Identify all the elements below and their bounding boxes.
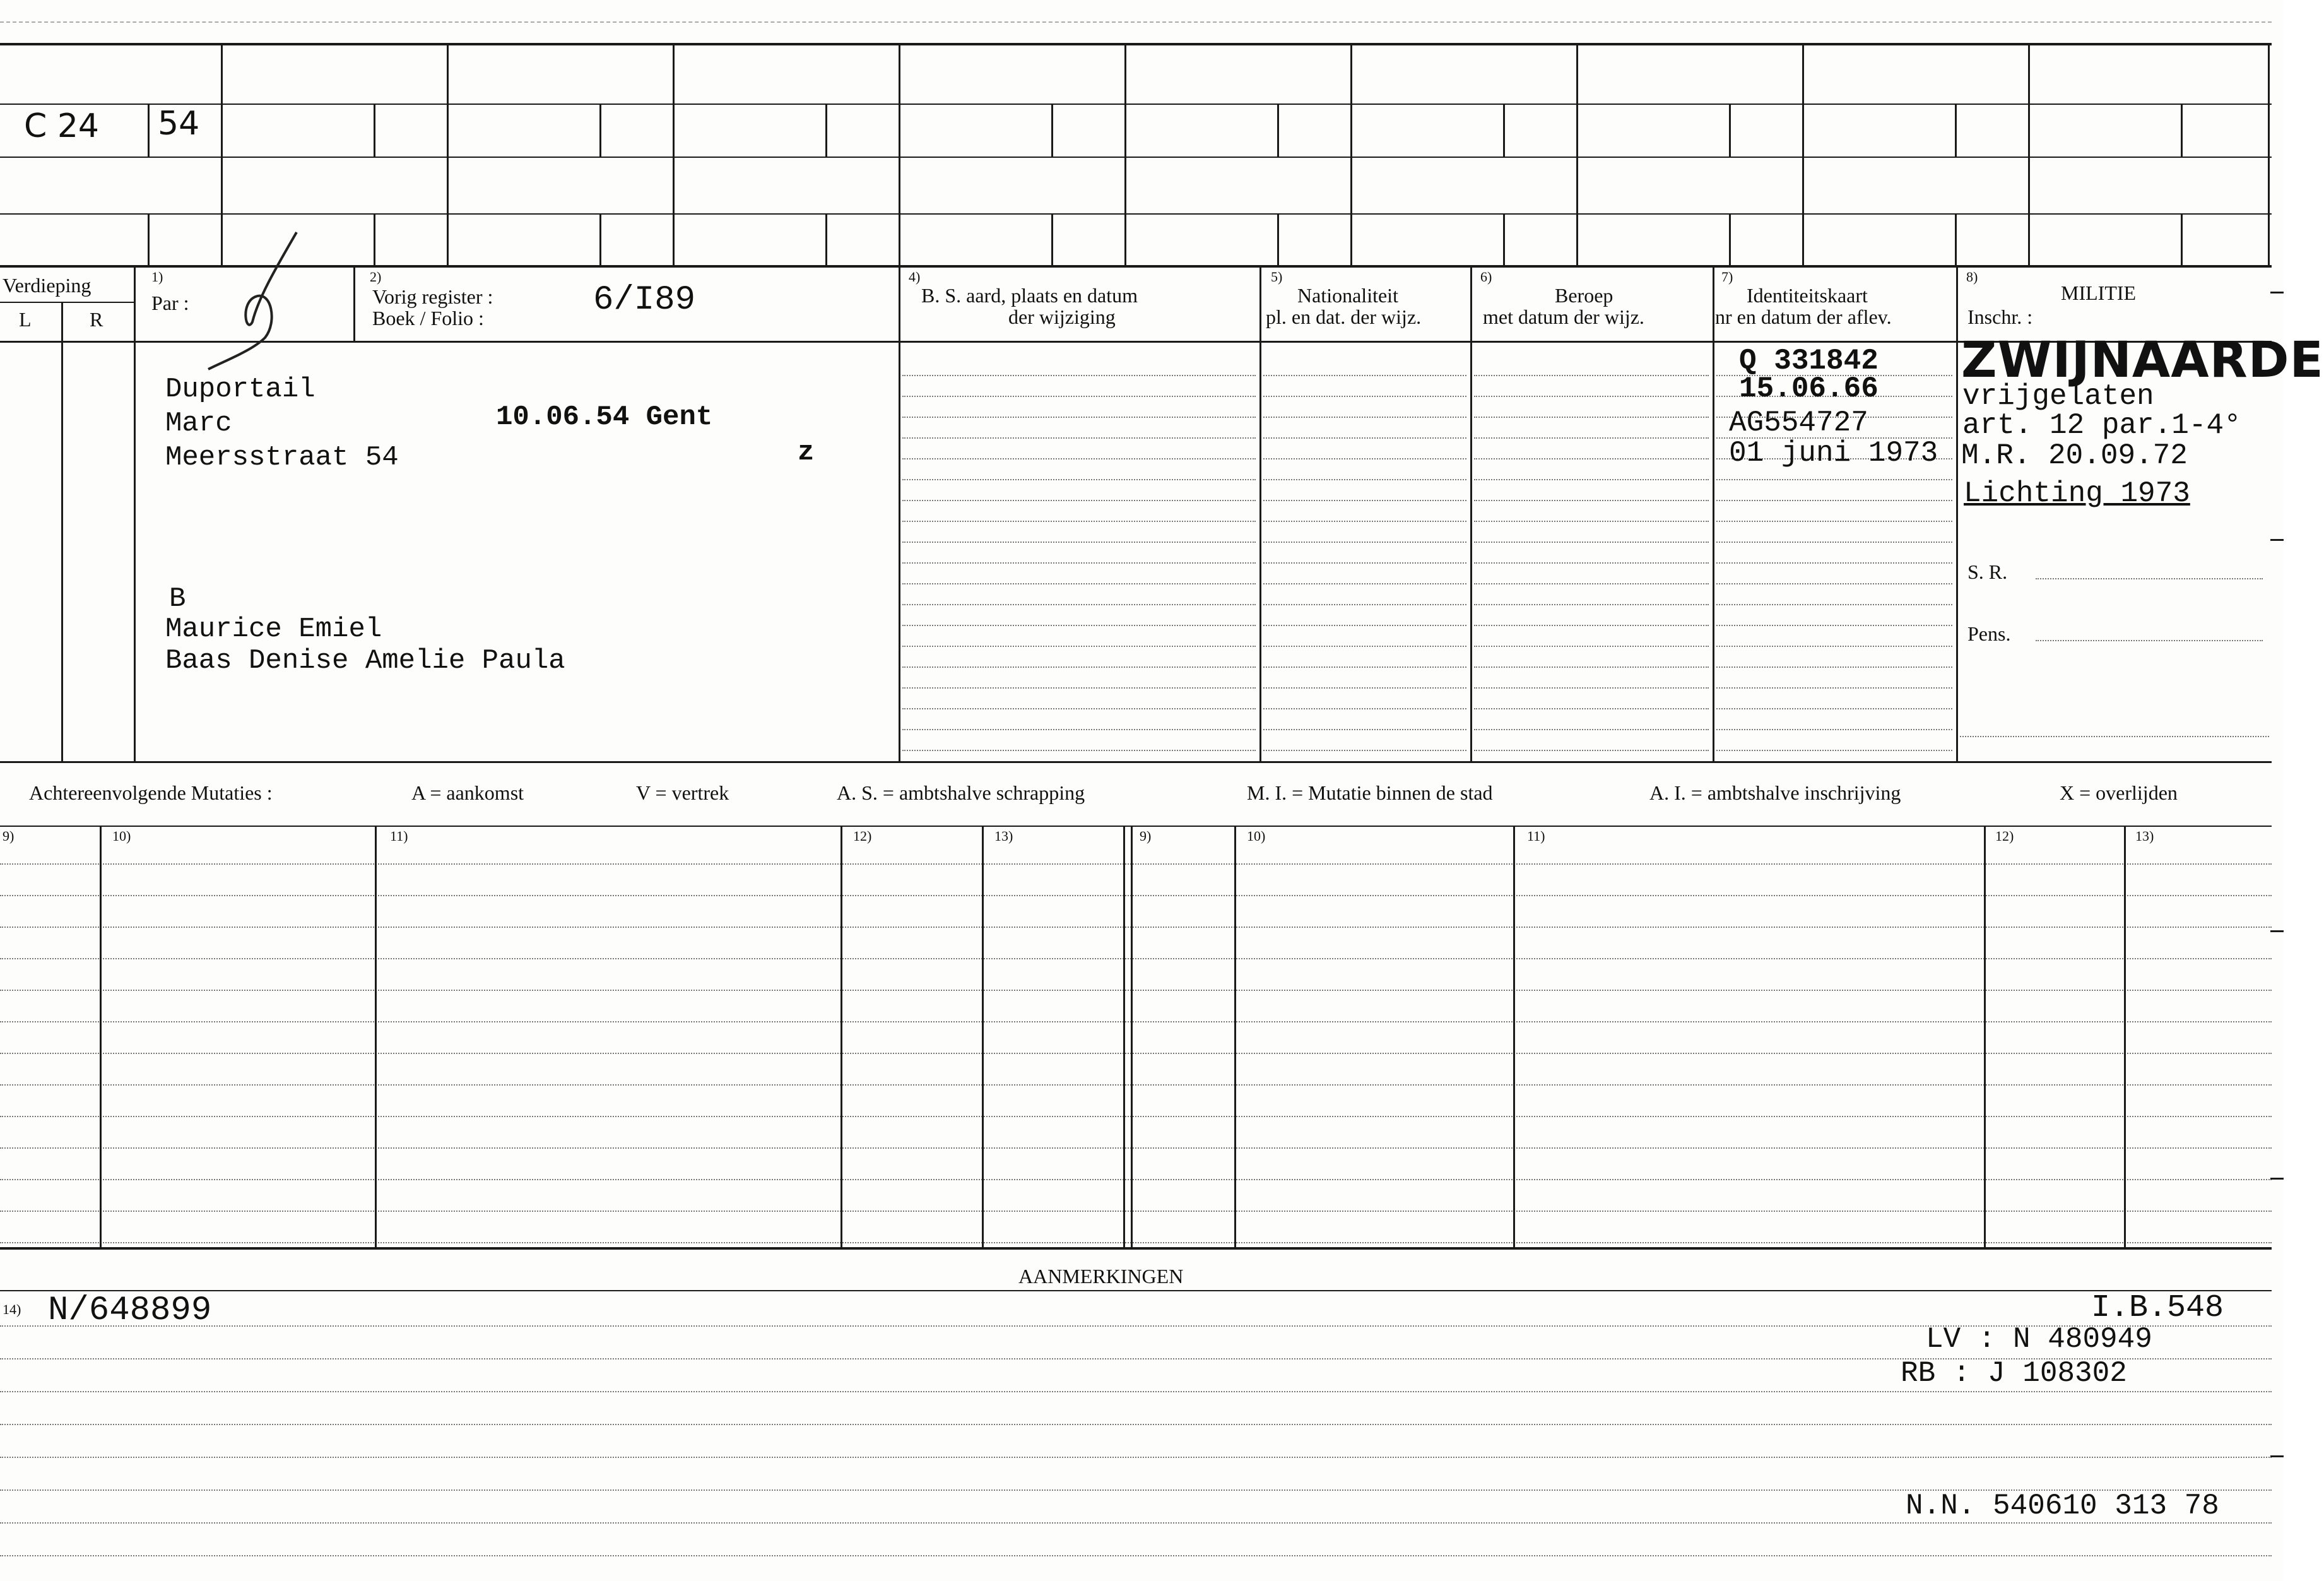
edge-tick	[2270, 539, 2284, 541]
militie-entry-4: Lichting 1973	[1964, 477, 2190, 510]
grid-divider	[1802, 44, 1804, 266]
ruled-line	[1474, 604, 1709, 605]
grid-subdivider	[2181, 213, 2183, 266]
grid-subdivider	[1051, 213, 1053, 266]
verdieping-left: L	[19, 308, 32, 331]
ruled-line	[902, 417, 1256, 418]
edge-tick	[2270, 292, 2284, 293]
mutation-col-9: 9)	[3, 828, 15, 844]
ruled-line	[1716, 666, 1952, 668]
ruled-line	[1263, 708, 1466, 709]
mutation-col-10: 10)	[112, 828, 131, 844]
mutation-col-divider	[2124, 826, 2126, 1248]
year-cell-value: 54	[158, 105, 200, 143]
militie-entry-1: vrijgelaten	[1962, 380, 2154, 413]
mutation-col-12b: 12)	[1995, 828, 2014, 844]
ruled-line	[1263, 500, 1466, 501]
ruled-line	[902, 562, 1256, 564]
lr-divider	[61, 302, 63, 762]
remarks-nn: N.N. 540610 313 78	[1906, 1489, 2219, 1522]
grid-subdivider	[1051, 104, 1053, 157]
ruled-line	[902, 729, 1256, 730]
ruled-line	[1474, 396, 1709, 397]
ruled-line	[0, 863, 2272, 865]
id-card-date-1: 15.06.66	[1739, 372, 1879, 405]
legend-item-mutatie: M. I. = Mutatie binnen de stad	[1247, 781, 1493, 804]
signature-mark	[202, 227, 328, 372]
grid-subdivider	[599, 213, 601, 266]
grid-line	[0, 213, 2272, 215]
grid-divider	[1350, 44, 1352, 266]
section1-label: Par :	[151, 292, 189, 314]
col-divider	[353, 268, 355, 341]
ruled-line	[1716, 729, 1952, 730]
ruled-line	[1474, 500, 1709, 501]
father-name: Maurice Emiel	[165, 613, 382, 645]
col-divider	[134, 268, 136, 762]
person-firstname: Marc	[165, 408, 232, 439]
col-divider	[1956, 268, 1958, 762]
edge-tick	[2270, 1455, 2284, 1457]
militie-entry-2: art. 12 par.1-4°	[1962, 409, 2241, 442]
top-scan-edge	[0, 21, 2272, 23]
militie-stamp: ZWIJNAARDE	[1961, 332, 2324, 389]
grid-subdivider	[148, 104, 150, 157]
remarks-ref: I.B.548	[2091, 1290, 2224, 1326]
verdieping-label: Verdieping	[3, 274, 91, 297]
ruled-line	[902, 521, 1256, 522]
ruled-line	[902, 479, 1256, 480]
section7-line1: Identiteitskaart	[1747, 284, 1868, 307]
ruled-line	[0, 1211, 2272, 1212]
grid-divider	[2268, 44, 2270, 266]
ruled-line	[1474, 562, 1709, 564]
remarks-num: 14)	[3, 1301, 21, 1317]
ruled-line	[0, 990, 2272, 991]
ruled-line	[0, 1084, 2272, 1086]
grid-line	[0, 265, 2272, 268]
vorig-register-value: 6/I89	[593, 281, 696, 319]
mutation-col-13: 13)	[994, 828, 1013, 844]
ruled-line	[902, 542, 1256, 543]
section4-line1: B. S. aard, plaats en datum	[921, 284, 1138, 307]
legend-item-vertrek: V = vertrek	[636, 781, 729, 804]
ruled-line	[902, 750, 1256, 751]
mutation-col-divider	[982, 826, 984, 1248]
section5-num: 5)	[1271, 269, 1283, 285]
ruled-line	[1263, 417, 1466, 418]
mutation-col-12: 12)	[853, 828, 872, 844]
mutation-col-13b: 13)	[2135, 828, 2154, 844]
grid-subdivider	[1503, 213, 1505, 266]
grid-subdivider	[1503, 104, 1505, 157]
ruled-line	[902, 625, 1256, 626]
grid-divider	[1576, 44, 1578, 266]
ruled-line	[0, 1424, 2272, 1425]
ruled-line	[902, 687, 1256, 689]
ruled-line	[0, 927, 2272, 928]
ruled-line	[0, 1179, 2272, 1180]
mutation-col-10b: 10)	[1247, 828, 1266, 844]
ruled-line	[1716, 646, 1952, 647]
mutation-col-divider	[841, 826, 842, 1248]
grid-line	[0, 157, 2272, 158]
edge-tick	[2270, 1178, 2284, 1180]
ruled-line	[1716, 687, 1952, 689]
pens-label: Pens.	[1967, 622, 2011, 645]
col-divider	[1713, 268, 1714, 762]
ruled-line	[0, 958, 2272, 959]
remarks-rb: RB : J 108302	[1901, 1357, 2127, 1390]
sr-field	[2036, 578, 2263, 579]
ruled-line	[0, 1053, 2272, 1054]
ruled-line	[1263, 750, 1466, 751]
ruled-line	[1474, 687, 1709, 689]
ruled-line	[1263, 458, 1466, 459]
section5-line2: pl. en dat. der wijz.	[1266, 305, 1422, 328]
ruled-line	[1263, 521, 1466, 522]
ruled-line	[902, 666, 1256, 668]
mother-name: Baas Denise Amelie Paula	[165, 645, 565, 677]
mutation-col-11: 11)	[390, 828, 408, 844]
section4-num: 4)	[909, 269, 921, 285]
ruled-line	[0, 1391, 2272, 1392]
militie-entry-3: M.R. 20.09.72	[1961, 439, 2188, 472]
ruled-line	[1474, 458, 1709, 459]
ruled-line	[1716, 604, 1952, 605]
mutation-col-divider	[1234, 826, 1236, 1248]
ruled-line	[902, 500, 1256, 501]
ruled-line	[1263, 396, 1466, 397]
id-card-number-2: AG554727	[1729, 406, 1868, 439]
ruled-line	[1263, 479, 1466, 480]
section2-label1: Vorig register :	[372, 285, 493, 308]
section1-num: 1)	[151, 269, 163, 285]
remarks-value: N/648899	[48, 1291, 212, 1330]
ruled-line	[0, 1147, 2272, 1149]
grid-divider	[2028, 44, 2030, 266]
grid-subdivider	[1955, 213, 1957, 266]
mutation-col-divider	[1513, 826, 1515, 1248]
pens-field	[2036, 640, 2263, 641]
inschr-label: Inschr. :	[1967, 305, 2033, 328]
ruled-line	[1474, 437, 1709, 439]
ruled-line	[1474, 375, 1709, 376]
parents-prefix: B	[169, 583, 186, 615]
grid-subdivider	[374, 213, 375, 266]
code-cell-value: C 24	[24, 107, 100, 145]
grid-subdivider	[825, 213, 827, 266]
grid-divider	[673, 44, 675, 266]
legend-item-schrapping: A. S. = ambtshalve schrapping	[837, 781, 1085, 804]
verdieping-right: R	[90, 308, 103, 331]
mutation-col-9b: 9)	[1140, 828, 1152, 844]
grid-subdivider	[374, 104, 375, 157]
mutation-col-divider	[1123, 826, 1125, 1248]
ruled-line	[1263, 562, 1466, 564]
mutation-col-divider	[375, 826, 377, 1248]
mutation-col-divider	[1131, 826, 1133, 1248]
grid-subdivider	[148, 213, 150, 266]
ruled-line	[1474, 625, 1709, 626]
ruled-line	[1474, 708, 1709, 709]
legend-item-aankomst: A = aankomst	[411, 781, 524, 804]
ruled-line	[1716, 500, 1952, 501]
ruled-line	[1474, 542, 1709, 543]
ruled-line	[1716, 708, 1952, 709]
ruled-line	[1716, 625, 1952, 626]
person-mark: z	[798, 437, 815, 468]
person-birth: 10.06.54 Gent	[496, 401, 713, 433]
ruled-line	[1716, 562, 1952, 564]
header-bottom-line	[0, 341, 2272, 343]
edge-tick	[2270, 930, 2284, 932]
grid-subdivider	[2181, 104, 2183, 157]
ruled-line	[0, 1116, 2272, 1117]
grid-line	[0, 104, 2272, 105]
remarks-top-line	[0, 1290, 2272, 1291]
ruled-line	[1474, 417, 1709, 418]
section8-num: 8)	[1966, 269, 1978, 285]
section4-line2: der wijziging	[1008, 305, 1116, 328]
section7-num: 7)	[1721, 269, 1733, 285]
col-divider	[1470, 268, 1472, 762]
mutations-bottom-line	[0, 1247, 2272, 1250]
ruled-line	[902, 437, 1256, 439]
ruled-line	[902, 458, 1256, 459]
grid-divider	[447, 44, 449, 266]
remarks-lv: LV : N 480949	[1926, 1323, 2152, 1356]
ruled-line	[902, 396, 1256, 397]
grid-subdivider	[1277, 213, 1279, 266]
grid-divider	[899, 44, 900, 266]
grid-subdivider	[1729, 104, 1731, 157]
ruled-line	[902, 583, 1256, 584]
mutations-top-line	[0, 826, 2272, 827]
ruled-line	[1716, 479, 1952, 480]
grid-divider	[1124, 44, 1126, 266]
ruled-line	[902, 604, 1256, 605]
ruled-line	[1474, 750, 1709, 751]
ruled-line	[0, 1555, 2272, 1556]
ruled-line	[1263, 437, 1466, 439]
ruled-line	[902, 375, 1256, 376]
ruled-line	[1263, 666, 1466, 668]
grid-subdivider	[599, 104, 601, 157]
ruled-line	[1263, 604, 1466, 605]
mutation-col-11b: 11)	[1527, 828, 1545, 844]
ruled-line	[1716, 750, 1952, 751]
section5-line1: Nationaliteit	[1297, 284, 1398, 307]
section6-line2: met datum der wijz.	[1483, 305, 1644, 328]
id-card-date-2: 01 juni 1973	[1729, 437, 1938, 470]
section7-line2: nr en datum der aflev.	[1715, 305, 1892, 328]
id-card-number-1: Q 331842	[1739, 345, 1879, 377]
ruled-line	[1263, 542, 1466, 543]
ruled-line	[1716, 542, 1952, 543]
ruled-line	[1263, 646, 1466, 647]
person-address: Meersstraat 54	[165, 442, 399, 473]
ruled-line	[1474, 583, 1709, 584]
ruled-line	[1716, 521, 1952, 522]
ruled-line	[1960, 736, 2269, 737]
person-surname: Duportail	[165, 374, 316, 405]
section2-num: 2)	[370, 269, 382, 285]
section6-line1: Beroep	[1555, 284, 1613, 307]
verdieping-split-line	[0, 302, 136, 303]
ruled-line	[0, 1021, 2272, 1022]
ruled-line	[1263, 625, 1466, 626]
ruled-line	[1263, 729, 1466, 730]
ruled-line	[1263, 583, 1466, 584]
col-divider	[1259, 268, 1261, 762]
section6-num: 6)	[1480, 269, 1492, 285]
ruled-line	[1474, 666, 1709, 668]
legend-title: Achtereenvolgende Mutaties :	[29, 781, 273, 804]
ruled-line	[1474, 521, 1709, 522]
mutation-col-divider	[100, 826, 102, 1248]
col-divider	[899, 268, 900, 762]
ruled-line	[0, 1457, 2272, 1458]
ruled-line	[1263, 375, 1466, 376]
legend-item-overlijden: X = overlijden	[2060, 781, 2178, 804]
grid-subdivider	[825, 104, 827, 157]
legend-item-inschrijving: A. I. = ambtshalve inschrijving	[1649, 781, 1901, 804]
top-border	[0, 43, 2272, 45]
mutation-col-divider	[1984, 826, 1986, 1248]
ruled-line	[902, 646, 1256, 647]
sr-label: S. R.	[1967, 560, 2008, 583]
grid-subdivider	[1955, 104, 1957, 157]
ruled-line	[902, 708, 1256, 709]
ruled-line	[1474, 729, 1709, 730]
ruled-line	[0, 1242, 2272, 1243]
grid-subdivider	[1277, 104, 1279, 157]
ruled-line	[1716, 583, 1952, 584]
militie-title: MILITIE	[2061, 281, 2137, 304]
section-bottom-line	[0, 761, 2272, 763]
ruled-line	[1474, 479, 1709, 480]
remarks-title: AANMERKINGEN	[1018, 1265, 1184, 1288]
ruled-line	[1474, 646, 1709, 647]
ruled-line	[0, 1522, 2272, 1524]
grid-subdivider	[1729, 213, 1731, 266]
ruled-line	[1263, 687, 1466, 689]
ruled-line	[0, 895, 2272, 896]
section2-label2: Boek / Folio :	[372, 307, 484, 329]
